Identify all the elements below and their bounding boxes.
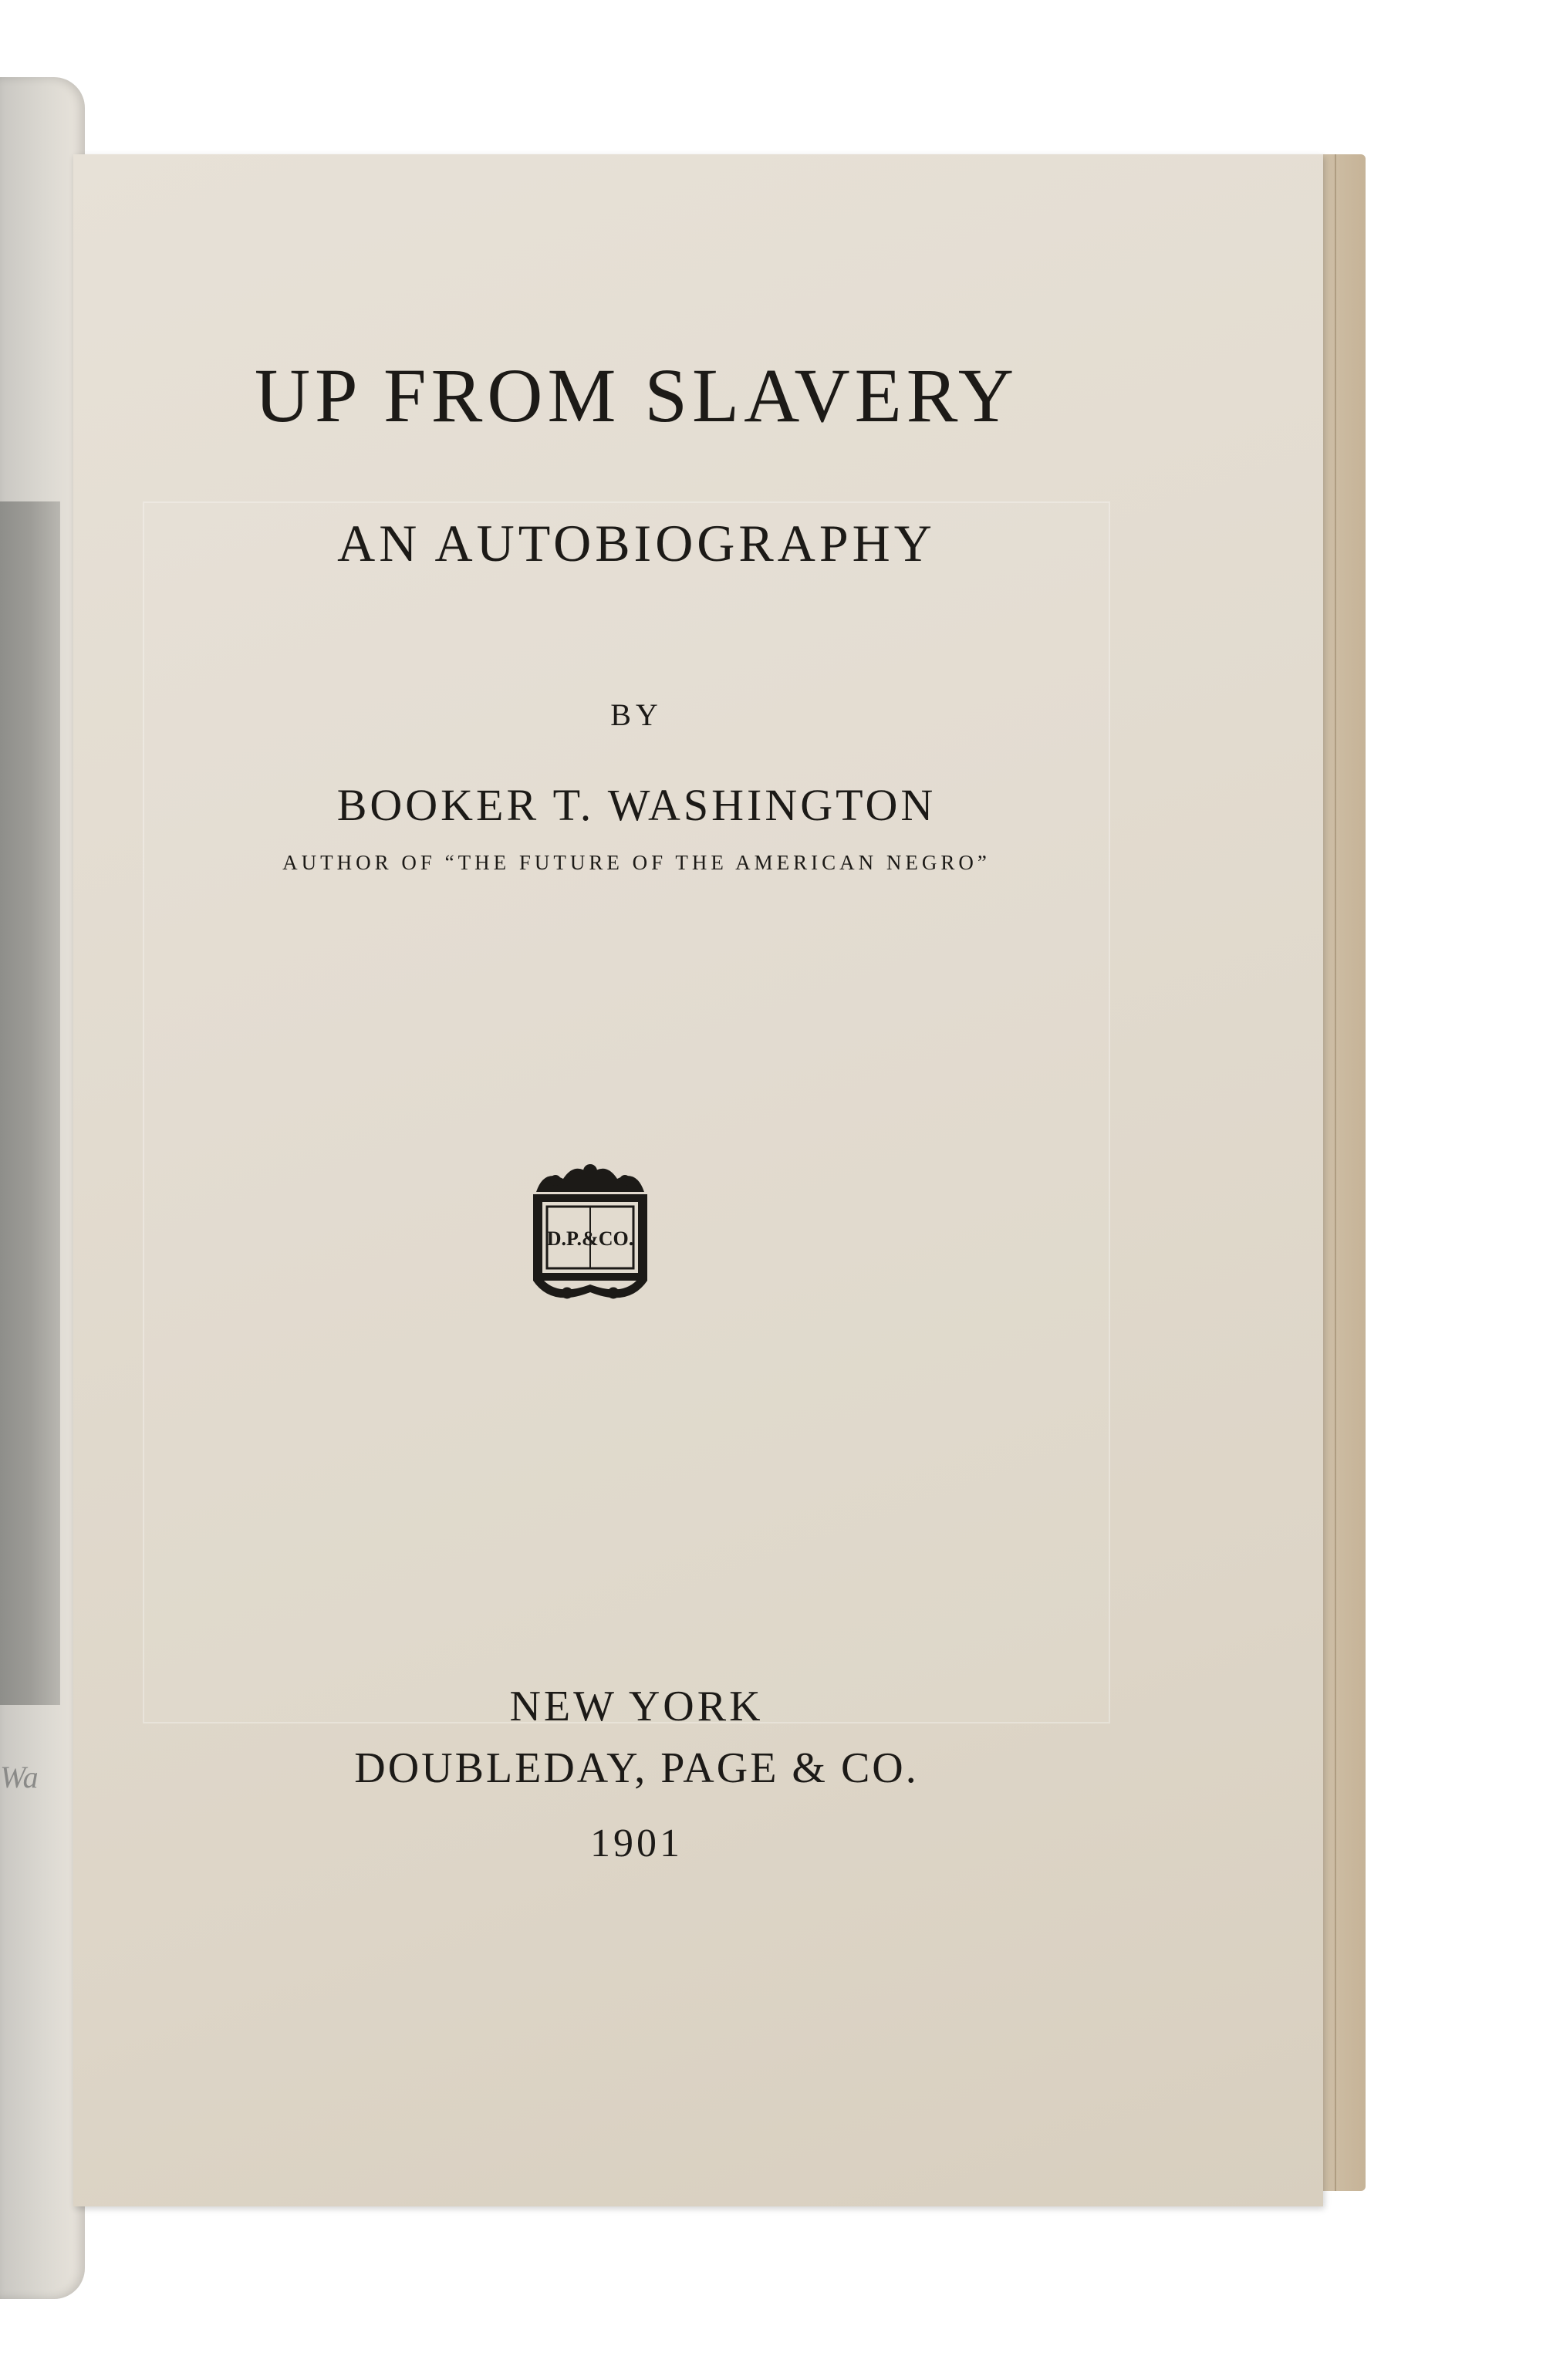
facing-page-edge: [0, 77, 85, 2299]
frontispiece-signature: Wa: [0, 1760, 39, 1794]
author-credit: AUTHOR OF “THE FUTURE OF THE AMERICAN NEGRO”: [282, 851, 991, 874]
title-page: [73, 154, 1323, 2206]
plate-impression-mark: [143, 501, 1110, 1723]
imprint-year: 1901: [590, 1821, 683, 1865]
publisher-device-text: D.P.&CO.: [546, 1227, 634, 1250]
author-name: BOOKER T. WASHINGTON: [336, 780, 937, 830]
by-line: BY: [610, 697, 663, 732]
book-subtitle: AN AUTOBIOGRAPHY: [337, 514, 936, 572]
publisher-device-icon: [521, 1157, 660, 1312]
book-title: UP FROM SLAVERY: [254, 353, 1019, 438]
imprint-publisher: DOUBLEDAY, PAGE & CO.: [354, 1744, 919, 1792]
frontispiece-plate: [0, 501, 60, 1705]
imprint-place: NEW YORK: [509, 1683, 764, 1730]
